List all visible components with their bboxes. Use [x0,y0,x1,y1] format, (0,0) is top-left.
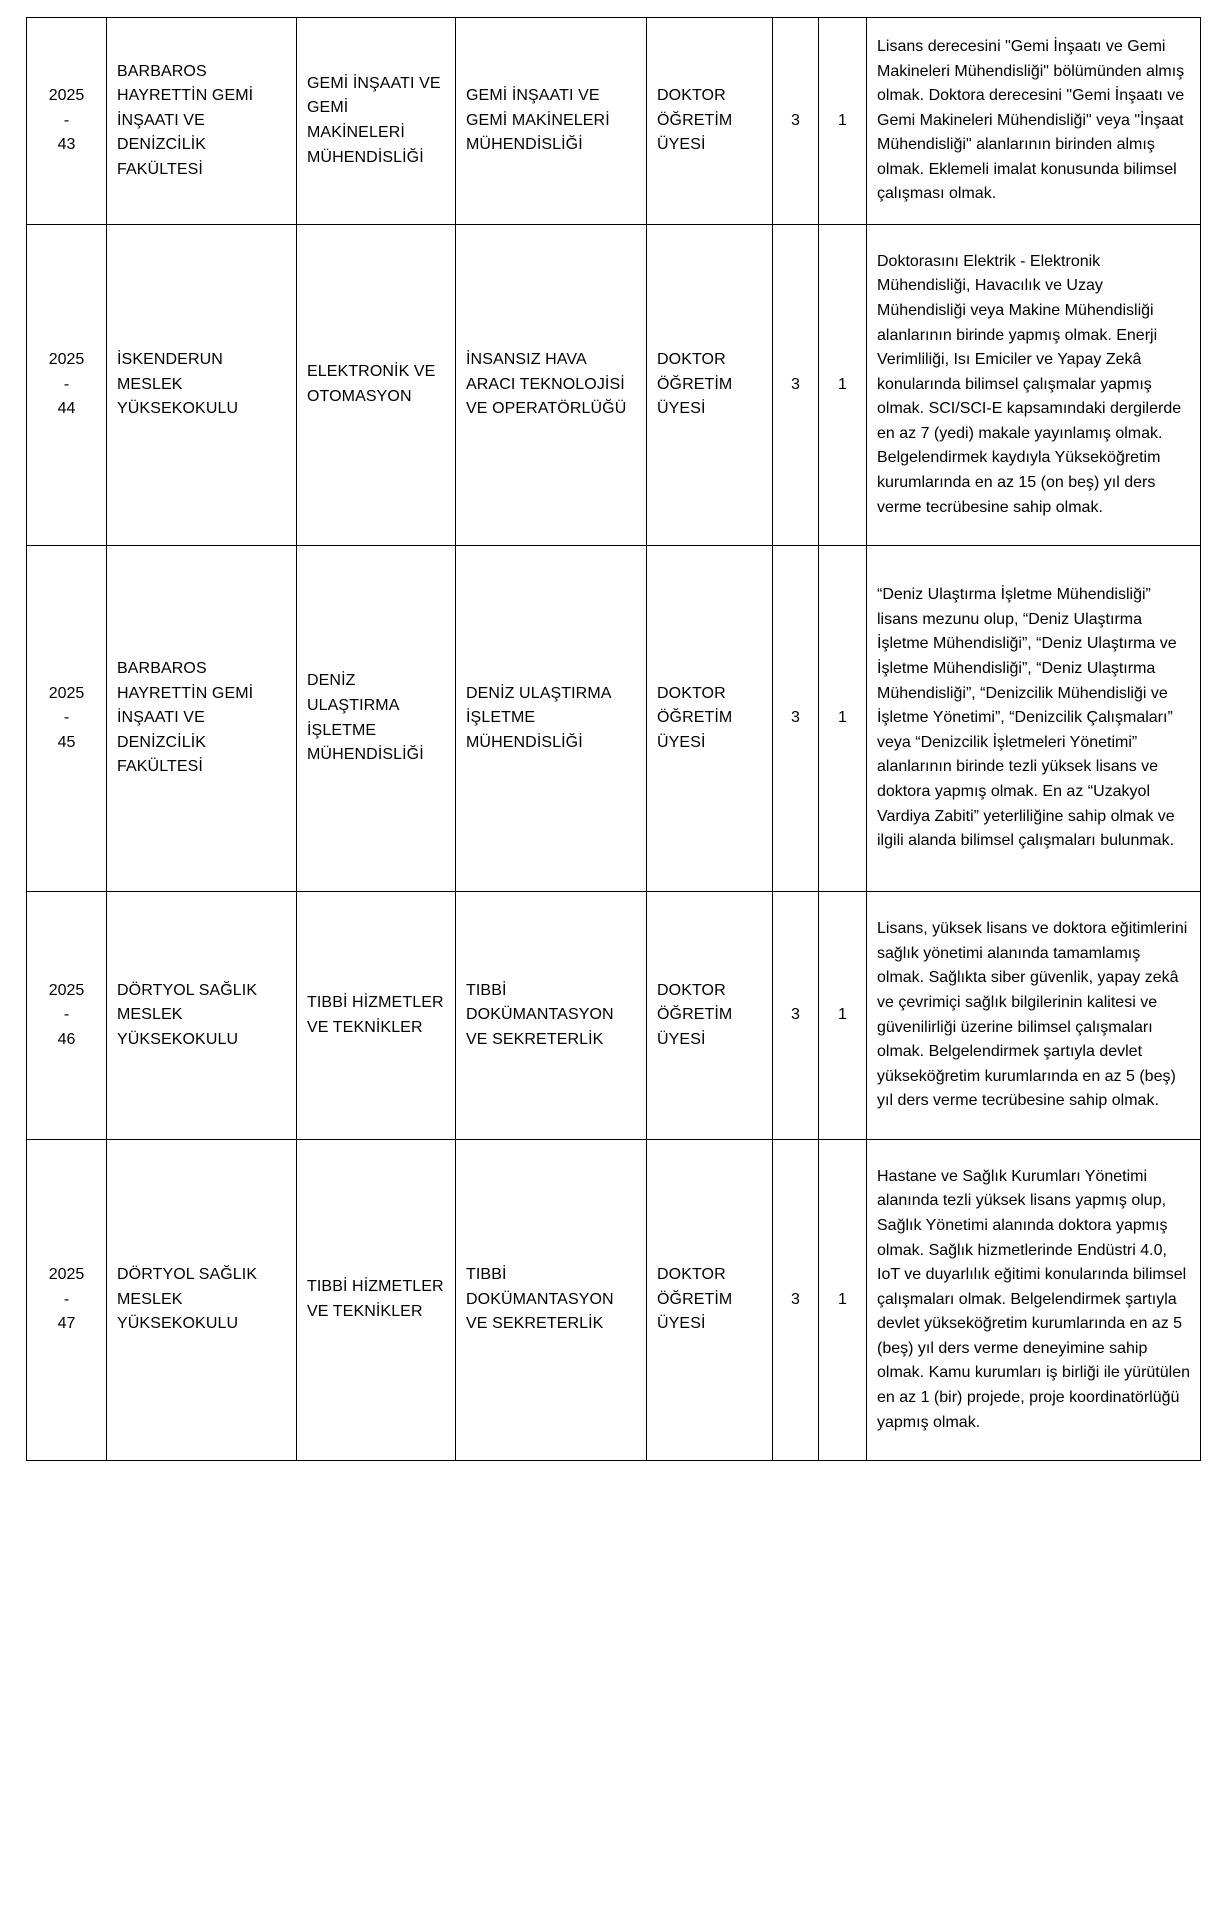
count-cell: 1 [819,892,867,1140]
unit-cell: BARBAROS HAYRETTİN GEMİ İNŞAATI VE DENİZCİLİK FAKÜLTESİ [107,546,297,892]
title-cell: DOKTOR ÖĞRETİM ÜYESİ [647,225,773,546]
program-cell: GEMİ İNŞAATI VE GEMİ MAKİNELERİ MÜHENDİSLİĞİ [456,18,647,225]
position-code: 2025 - 47 [27,1140,107,1461]
requirements-cell: Lisans derecesini "Gemi İnşaatı ve Gemi Makineleri Mühendisliği" bölümünden almış olmak. Doktora derecesini "Gemi İnşaatı ve Gemi Makineleri Mühendisliği" veya "İnşaat Mühendisliği" alanlarının birinden almış olmak. Eklemeli imalat konusunda bilimsel çalışması olmak. [867,18,1201,225]
department-cell: TIBBİ HİZMETLER VE TEKNİKLER [297,892,456,1140]
title-cell: DOKTOR ÖĞRETİM ÜYESİ [647,892,773,1140]
count-cell: 1 [819,18,867,225]
table-row [27,892,1201,1140]
table-row [27,18,1201,225]
program-cell: TIBBİ DOKÜMANTASYON VE SEKRETERLİK [456,1140,647,1461]
program-cell: İNSANSIZ HAVA ARACI TEKNOLOJİSİ VE OPERATÖRLÜĞÜ [456,225,647,546]
count-cell: 1 [819,225,867,546]
table-row [27,1140,1201,1461]
table-row [27,546,1201,892]
position-code: 2025 - 45 [27,546,107,892]
department-cell: GEMİ İNŞAATI VE GEMİ MAKİNELERİ MÜHENDİSLİĞİ [297,18,456,225]
count-cell: 1 [819,546,867,892]
program-cell: DENİZ ULAŞTIRMA İŞLETME MÜHENDİSLİĞİ [456,546,647,892]
department-cell: DENİZ ULAŞTIRMA İŞLETME MÜHENDİSLİĞİ [297,546,456,892]
department-cell: ELEKTRONİK VE OTOMASYON [297,225,456,546]
unit-cell: İSKENDERUN MESLEK YÜKSEKOKULU [107,225,297,546]
requirements-cell: Lisans, yüksek lisans ve doktora eğitimlerini sağlık yönetimi alanında tamamlamış olmak. Sağlıkta siber güvenlik, yapay zekâ ve çevrimiçi sağlık bilgilerinin kalitesi ve güvenilirliği üzerine bilimsel çalışmaları olmak. Belgelendirmek şartıyla devlet yükseköğretim kurumlarında en az 5 (beş) yıl ders verme tecrübesine sahip olmak. [867,892,1201,1140]
position-code: 2025 - 46 [27,892,107,1140]
count-cell: 1 [819,1140,867,1461]
requirements-cell: Hastane ve Sağlık Kurumları Yönetimi alanında tezli yüksek lisans yapmış olup, Sağlık Yönetimi alanında doktora yapmış olmak. Sağlık hizmetlerinde Endüstri 4.0, IoT ve duyarlılık eğitimi konularında bilimsel çalışmaları olmak. Belgelendirmek şartıyla devlet yükseköğretim kurumlarında en az 5 (beş) yıl ders verme deneyimine sahip olmak. Kamu kurumları iş birliği ile yürütülen en az 1 (bir) projede, proje koordinatörlüğü yapmış olmak. [867,1140,1201,1461]
table-row [27,225,1201,546]
title-cell: DOKTOR ÖĞRETİM ÜYESİ [647,546,773,892]
unit-cell: BARBAROS HAYRETTİN GEMİ İNŞAATI VE DENİZCİLİK FAKÜLTESİ [107,18,297,225]
level-cell: 3 [773,546,819,892]
department-cell: TIBBİ HİZMETLER VE TEKNİKLER [297,1140,456,1461]
level-cell: 3 [773,892,819,1140]
level-cell: 3 [773,225,819,546]
program-cell: TIBBİ DOKÜMANTASYON VE SEKRETERLİK [456,892,647,1140]
requirements-cell: “Deniz Ulaştırma İşletme Mühendisliği” lisans mezunu olup, “Deniz Ulaştırma İşletme Mühendisliği”, “Deniz Ulaştırma ve İşletme Mühendisliği”, “Deniz Ulaştırma Mühendisliği”, “Denizcilik Mühendisliği ve İşletme Yönetimi”, “Denizcilik Çalışmaları” veya “Denizcilik İşletmeleri Yönetimi” alanlarının birinde tezli yüksek lisans ve doktora yapmış olmak. En az “Uzakyol Vardiya Zabiti” yeterliliğine sahip olmak ve ilgili alanda bilimsel çalışmaları bulunmak. [867,546,1201,892]
level-cell: 3 [773,1140,819,1461]
positions-table [26,17,1201,1461]
position-code: 2025 - 43 [27,18,107,225]
requirements-cell: Doktorasını Elektrik - Elektronik Mühendisliği, Havacılık ve Uzay Mühendisliği veya Makine Mühendisliği alanlarının birinde yapmış olmak. Enerji Verimliliği, Isı Emiciler ve Yapay Zekâ konularında bilimsel çalışmalar yapmış olmak. SCI/SCI-E kapsamındaki dergilerde en az 7 (yedi) makale yayınlamış olmak. Belgelendirmek kaydıyla Yükseköğretim kurumlarında en az 15 (on beş) yıl ders verme tecrübesine sahip olmak. [867,225,1201,546]
level-cell: 3 [773,18,819,225]
unit-cell: DÖRTYOL SAĞLIK MESLEK YÜKSEKOKULU [107,892,297,1140]
unit-cell: DÖRTYOL SAĞLIK MESLEK YÜKSEKOKULU [107,1140,297,1461]
title-cell: DOKTOR ÖĞRETİM ÜYESİ [647,1140,773,1461]
title-cell: DOKTOR ÖĞRETİM ÜYESİ [647,18,773,225]
position-code: 2025 - 44 [27,225,107,546]
